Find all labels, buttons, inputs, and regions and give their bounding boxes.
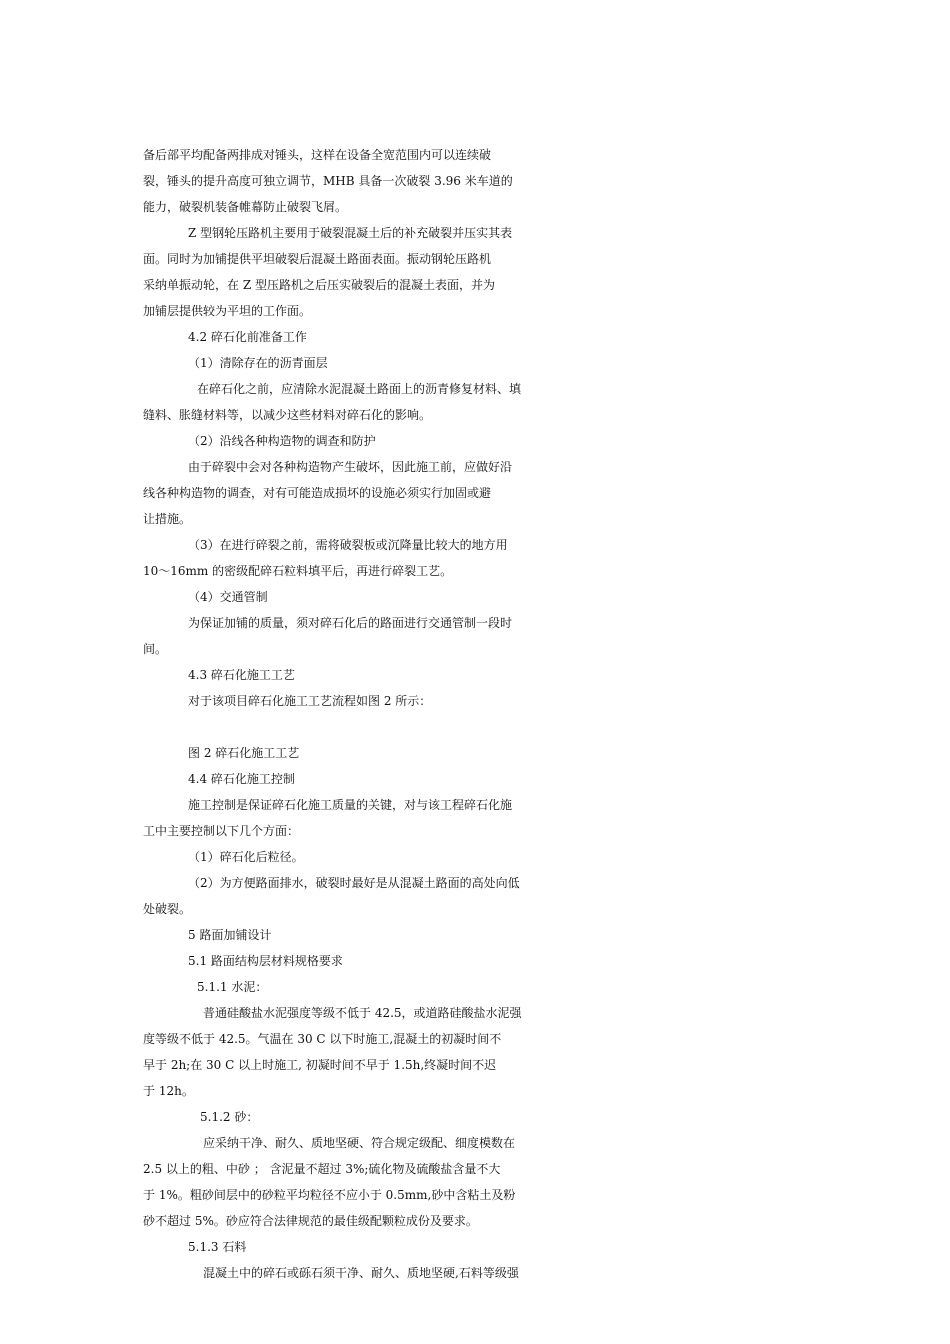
text-line: 面。同时为加铺提供平坦破裂后混凝土路面表面。振动钢轮压路机: [143, 252, 492, 266]
text-line: 裂，锤头的提升高度可独立调节，MHB 具备一次破裂 3.96 米车道的: [143, 174, 513, 188]
text-line: 早于 2h;在 30 C 以上时施工, 初凝时间不早于 1.5h,终凝时间不迟: [143, 1058, 497, 1072]
text-line: 普通硅酸盐水泥强度等级不低于 42.5，或道路硅酸盐水泥强: [203, 1006, 522, 1020]
subsection-heading: （1）清除存在的沥青面层: [188, 356, 328, 370]
text-line: 处破裂。: [143, 902, 192, 916]
subsection-heading: 5.1.3 石料: [188, 1240, 247, 1254]
text-line: 线各种构造物的调查，对有可能造成损坏的设施必须实行加固或避: [143, 486, 492, 500]
text-line: 能力，破裂机装备帷幕防止破裂飞屑。: [143, 200, 348, 214]
text-line: 应采纳干净、耐久、质地坚硬、符合规定级配、细度模数在: [203, 1136, 516, 1150]
text-line: 在碎石化之前，应清除水泥混凝土路面上的沥青修复材料、填: [197, 382, 522, 396]
subsection-heading: （4）交通管制: [188, 590, 268, 604]
text-line: 由于碎裂中会对各种构造物产生破坏，因此施工前，应做好沿: [188, 460, 513, 474]
text-line: 间。: [143, 642, 168, 656]
text-line: （2）为方便路面排水，破裂时最好是从混凝土路面的高处向低: [188, 876, 520, 890]
subsection-heading: （2）沿线各种构造物的调查和防护: [188, 434, 376, 448]
text-line: 备后部平均配备两排成对锤头，这样在设备全宽范围内可以连续破: [143, 148, 492, 162]
text-line: 采纳单振动轮，在 Z 型压路机之后压实破裂后的混凝土表面，并为: [143, 278, 495, 292]
text-line: 缝料、胀缝材料等，以减少这些材料对碎石化的影响。: [143, 408, 432, 422]
text-line: Z 型钢轮压路机主要用于破裂混凝土后的补充破裂并压实其表: [188, 226, 513, 240]
text-line: 混凝土中的碎石或砾石须干净、耐久、质地坚硬,石料等级强: [203, 1266, 519, 1280]
section-heading: 5.1 路面结构层材料规格要求: [188, 954, 343, 968]
section-heading: 4.3 碎石化施工工艺: [188, 668, 295, 682]
text-line: 10～16mm 的密级配碎石粒料填平后，再进行碎裂工艺。: [143, 564, 453, 578]
text-line: 工中主要控制以下几个方面：: [143, 824, 300, 838]
text-line: 2.5 以上的粗、中砂 ； 含泥量不超过 3%;硫化物及硫酸盐含量不大: [143, 1162, 501, 1176]
text-line: 对于该项目碎石化施工工艺流程如图 2 所示：: [188, 694, 432, 708]
section-heading: 4.4 碎石化施工控制: [188, 772, 295, 786]
section-heading: 5 路面加铺设计: [188, 928, 272, 942]
text-line: 于 1%。粗砂间层中的砂粒平均粒径不应小于 0.5mm,砂中含粘土及粉: [143, 1188, 516, 1202]
figure-caption: 图 2 碎石化施工工艺: [188, 746, 300, 760]
subsection-heading: 5.1.1 水泥：: [197, 980, 268, 994]
subsection-heading: 5.1.2 砂：: [200, 1110, 259, 1124]
text-line: 砂不超过 5%。砂应符合法律规范的最佳级配颗粒成份及要求。: [143, 1214, 478, 1228]
section-heading: 4.2 碎石化前准备工作: [188, 330, 307, 344]
text-line: （1）碎石化后粒径。: [188, 850, 304, 864]
text-line: 度等级不低于 42.5。气温在 30 C 以下时施工,混凝土的初凝时间不: [143, 1032, 502, 1046]
text-line: 加铺层提供较为平坦的工作面。: [143, 304, 312, 318]
text-line: 让措施。: [143, 512, 192, 526]
text-line: （3）在进行碎裂之前，需将破裂板或沉降量比较大的地方用: [188, 538, 508, 552]
text-line: 于 12h。: [143, 1084, 194, 1098]
text-line: 为保证加铺的质量，须对碎石化后的路面进行交通管制一段时: [188, 616, 513, 630]
text-line: 施工控制是保证碎石化施工质量的关键，对与该工程碎石化施: [188, 798, 513, 812]
